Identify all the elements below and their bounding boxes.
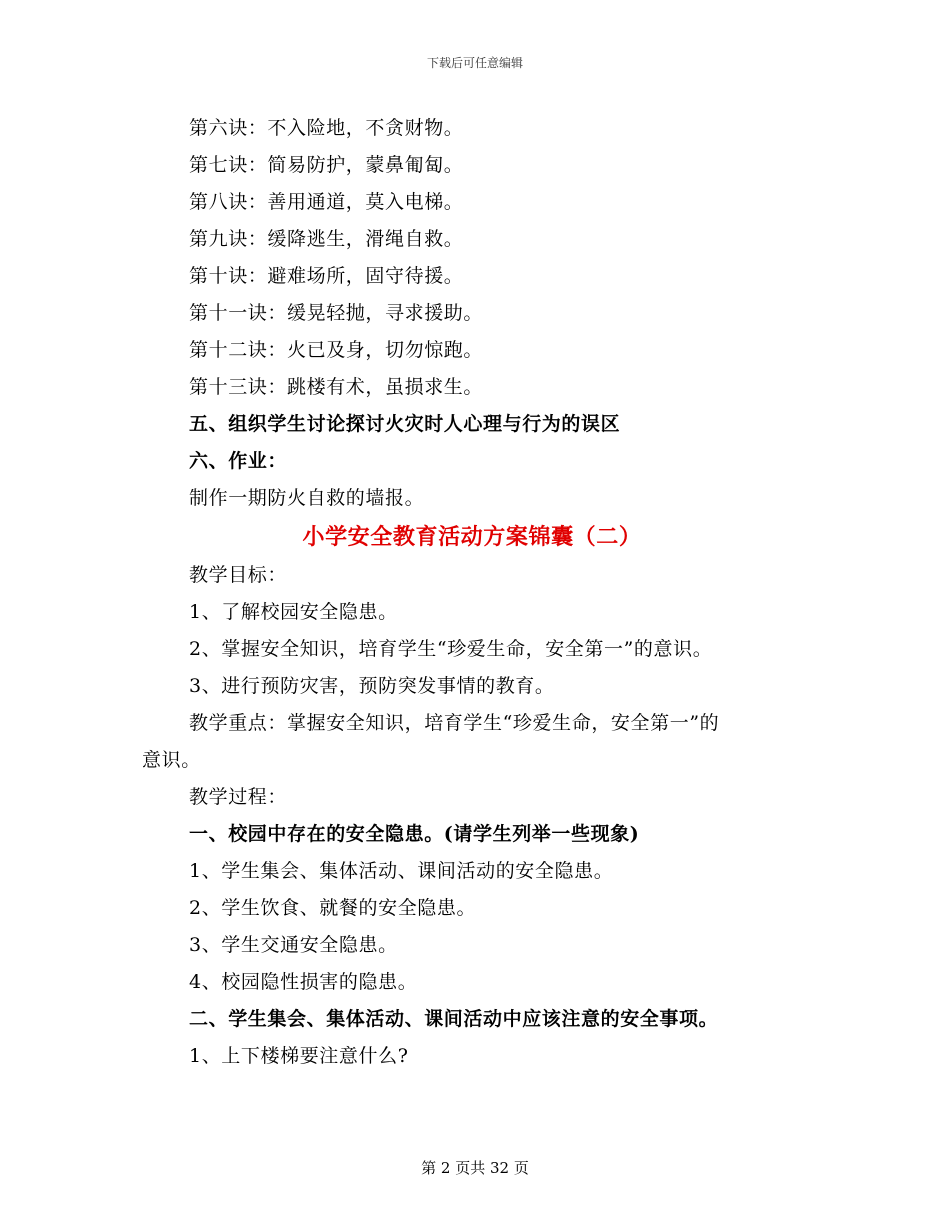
text-line: 1、了解校园安全隐患。 bbox=[189, 601, 398, 623]
text-line: 第十一诀：缓晃轻抛，寻求援助。 bbox=[189, 302, 484, 324]
section-heading: 一、校园中存在的安全隐患。(请学生列举一些现象) bbox=[189, 823, 640, 845]
text-line: 2、学生饮食、就餐的安全隐患。 bbox=[189, 897, 477, 919]
text-line: 第九诀：缓降逃生，滑绳自救。 bbox=[189, 228, 464, 250]
document-title: 小学安全教育活动方案锦囊（二） bbox=[302, 524, 642, 550]
text-line: 第十二诀：火已及身，切勿惊跑。 bbox=[189, 339, 484, 361]
text-line: 第七诀：简易防护，蒙鼻匍匐。 bbox=[189, 154, 464, 176]
text-line: 第十诀：避难场所，固守待援。 bbox=[189, 265, 464, 287]
section-heading: 六、作业： bbox=[189, 450, 288, 472]
page-footer: 第 2 页共 32 页 bbox=[421, 1159, 529, 1177]
text-line: 教学目标： bbox=[189, 564, 288, 586]
text-line: 制作一期防火自救的墙报。 bbox=[189, 487, 425, 509]
text-line: 1、学生集会、集体活动、课间活动的安全隐患。 bbox=[189, 860, 614, 882]
text-line: 第十三诀：跳楼有术，虽损求生。 bbox=[189, 376, 484, 398]
page-header: 下载后可任意编辑 bbox=[426, 56, 523, 70]
text-line: 教学重点：掌握安全知识，培育学生“珍爱生命，安全第一”的 bbox=[189, 712, 720, 734]
text-line: 4、校园隐性损害的隐患。 bbox=[189, 971, 418, 993]
document-body bbox=[142, 110, 802, 1075]
section-heading: 五、组织学生讨论探讨火灾时人心理与行为的误区 bbox=[189, 413, 621, 435]
text-line: 3、学生交通安全隐患。 bbox=[189, 934, 398, 956]
text-line-continuation: 意识。 bbox=[142, 749, 201, 771]
text-line: 教学过程： bbox=[189, 786, 288, 808]
text-line: 第八诀：善用通道，莫入电梯。 bbox=[189, 191, 464, 213]
text-line: 3、进行预防灾害，预防突发事情的教育。 bbox=[189, 675, 555, 697]
section-heading: 二、学生集会、集体活动、课间活动中应该注意的安全事项。 bbox=[189, 1008, 719, 1030]
text-line: 2、掌握安全知识，培育学生“珍爱生命，安全第一”的意识。 bbox=[189, 638, 713, 660]
text-line: 第六诀：不入险地，不贪财物。 bbox=[189, 117, 464, 139]
text-line: 1、上下楼梯要注意什么? bbox=[189, 1045, 409, 1067]
